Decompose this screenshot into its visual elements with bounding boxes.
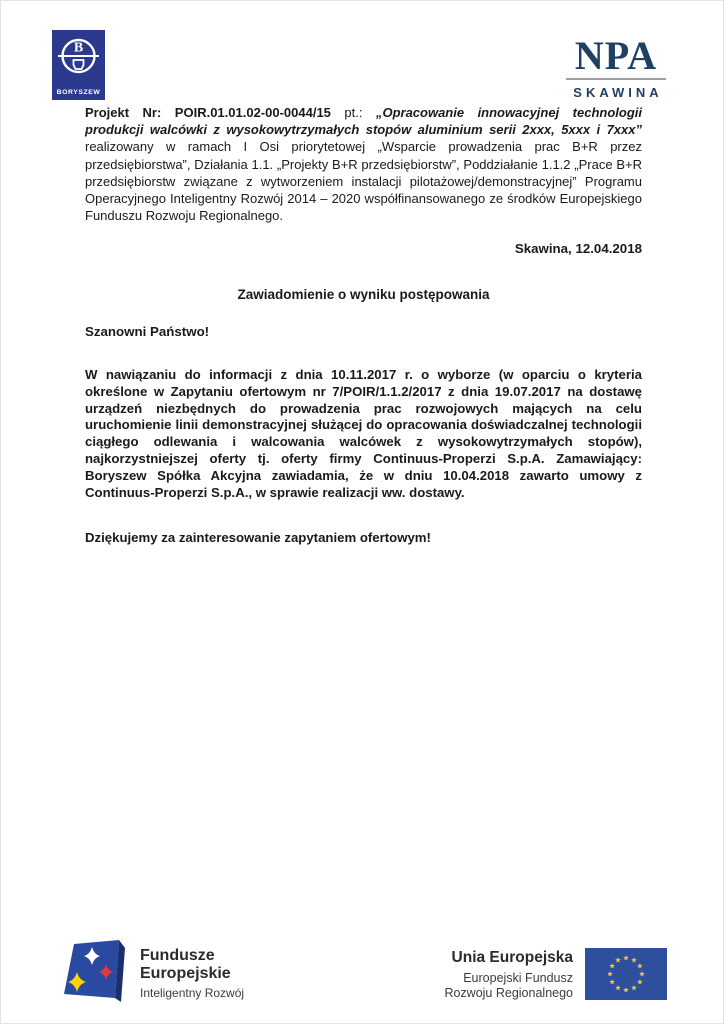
fundusze-europejskie-logo xyxy=(62,938,244,1006)
eu-logo-subtitle-line2: Rozwoju Regionalnego xyxy=(444,986,573,1000)
project-number: Projekt Nr: POIR.01.01.02-00-0044/15 xyxy=(85,105,331,120)
fe-logo-text xyxy=(140,938,244,1000)
boryszew-logo-letter: B xyxy=(73,40,84,56)
letter-title: Zawiadomienie o wyniku postępowania xyxy=(237,287,490,302)
fe-logo-title-line1: Fundusze xyxy=(140,947,215,964)
npa-divider-line xyxy=(566,78,666,80)
salutation: Szanowni Państwo! xyxy=(85,324,210,339)
unia-europejska-logo xyxy=(444,948,667,1001)
npa-skawina-logo xyxy=(563,33,669,100)
project-paragraph-text: realizowany w ramach I Osi priorytetowej „Wsparcie prowadzenia prac B+R przez przedsiębiorstwa”, Działania 1.1. „Projekty B+R przedsiębiorstw”, Poddziałanie 1.1.2 „Prace B+R przedsiębiorstw związane z wytworzeniem instalacji pilotażowej/demonstracyjnej” Programu Operacyjnego Inteligentny Rozwój 2014 – 2020 współfinansowanego ze środków Europejskiego Funduszu Rozwoju Regionalnego. xyxy=(85,139,642,224)
npa-subtitle: SKAWINA xyxy=(573,85,663,100)
boryszew-logo xyxy=(52,30,105,100)
eu-logo-subtitle-line1: Europejski Fundusz xyxy=(463,971,573,985)
eu-logo-text xyxy=(444,948,573,1001)
fe-logo-title xyxy=(140,947,244,983)
eu-logo-title: Unia Europejska xyxy=(451,949,573,966)
eu-flag-icon xyxy=(585,948,667,1000)
project-paragraph xyxy=(85,104,642,224)
closing-line: Dziękujemy za zainteresowanie zapytaniem ofertowym! xyxy=(85,530,431,545)
fe-flag-icon xyxy=(62,938,130,1006)
project-title-quote: „Opracowanie innowacyjnej technologii produkcji walcówki z wysokowytrzymałych stopów aluminium serii 2xxx, 5xxx i 7xxx” xyxy=(85,105,643,138)
project-paragraph-text: pt.: xyxy=(330,105,376,120)
npa-wordmark: NPA xyxy=(574,33,658,78)
boryszew-wordmark: BORYSZEW xyxy=(56,89,101,96)
fe-logo-title-line2: Europejskie xyxy=(140,965,231,982)
date-line: Skawina, 12.04.2018 xyxy=(514,241,642,256)
fe-logo-subtitle: Inteligentny Rozwój xyxy=(140,986,245,1000)
letter-body-paragraph: W nawiązaniu do informacji z dnia 10.11.2017 r. o wyborze (w oparciu o kryteria określone w Zapytaniu ofertowym nr 7/POIR/1.1.2/2017 z dnia 19.07.2017 na dostawę urządzeń niezbędnych do prowadzenia prac rozwojowych mających na celu uruchomienie linii demonstracyjnej służącej do opracowania doświadczalnej technologii ciągłego odlewania i walcowania walcówek z wysokowytrzymałych stopów), najkorzystniejszej oferty tj. oferty firmy Continuus-Properzi S.p.A. Zamawiający: Boryszew Spółka Akcyjna zawiadamia, że w dniu 10.04.2018 zawarto umowy z Continuus-Properzi S.p.A., w sprawie realizacji ww. dostawy. xyxy=(85,367,642,500)
